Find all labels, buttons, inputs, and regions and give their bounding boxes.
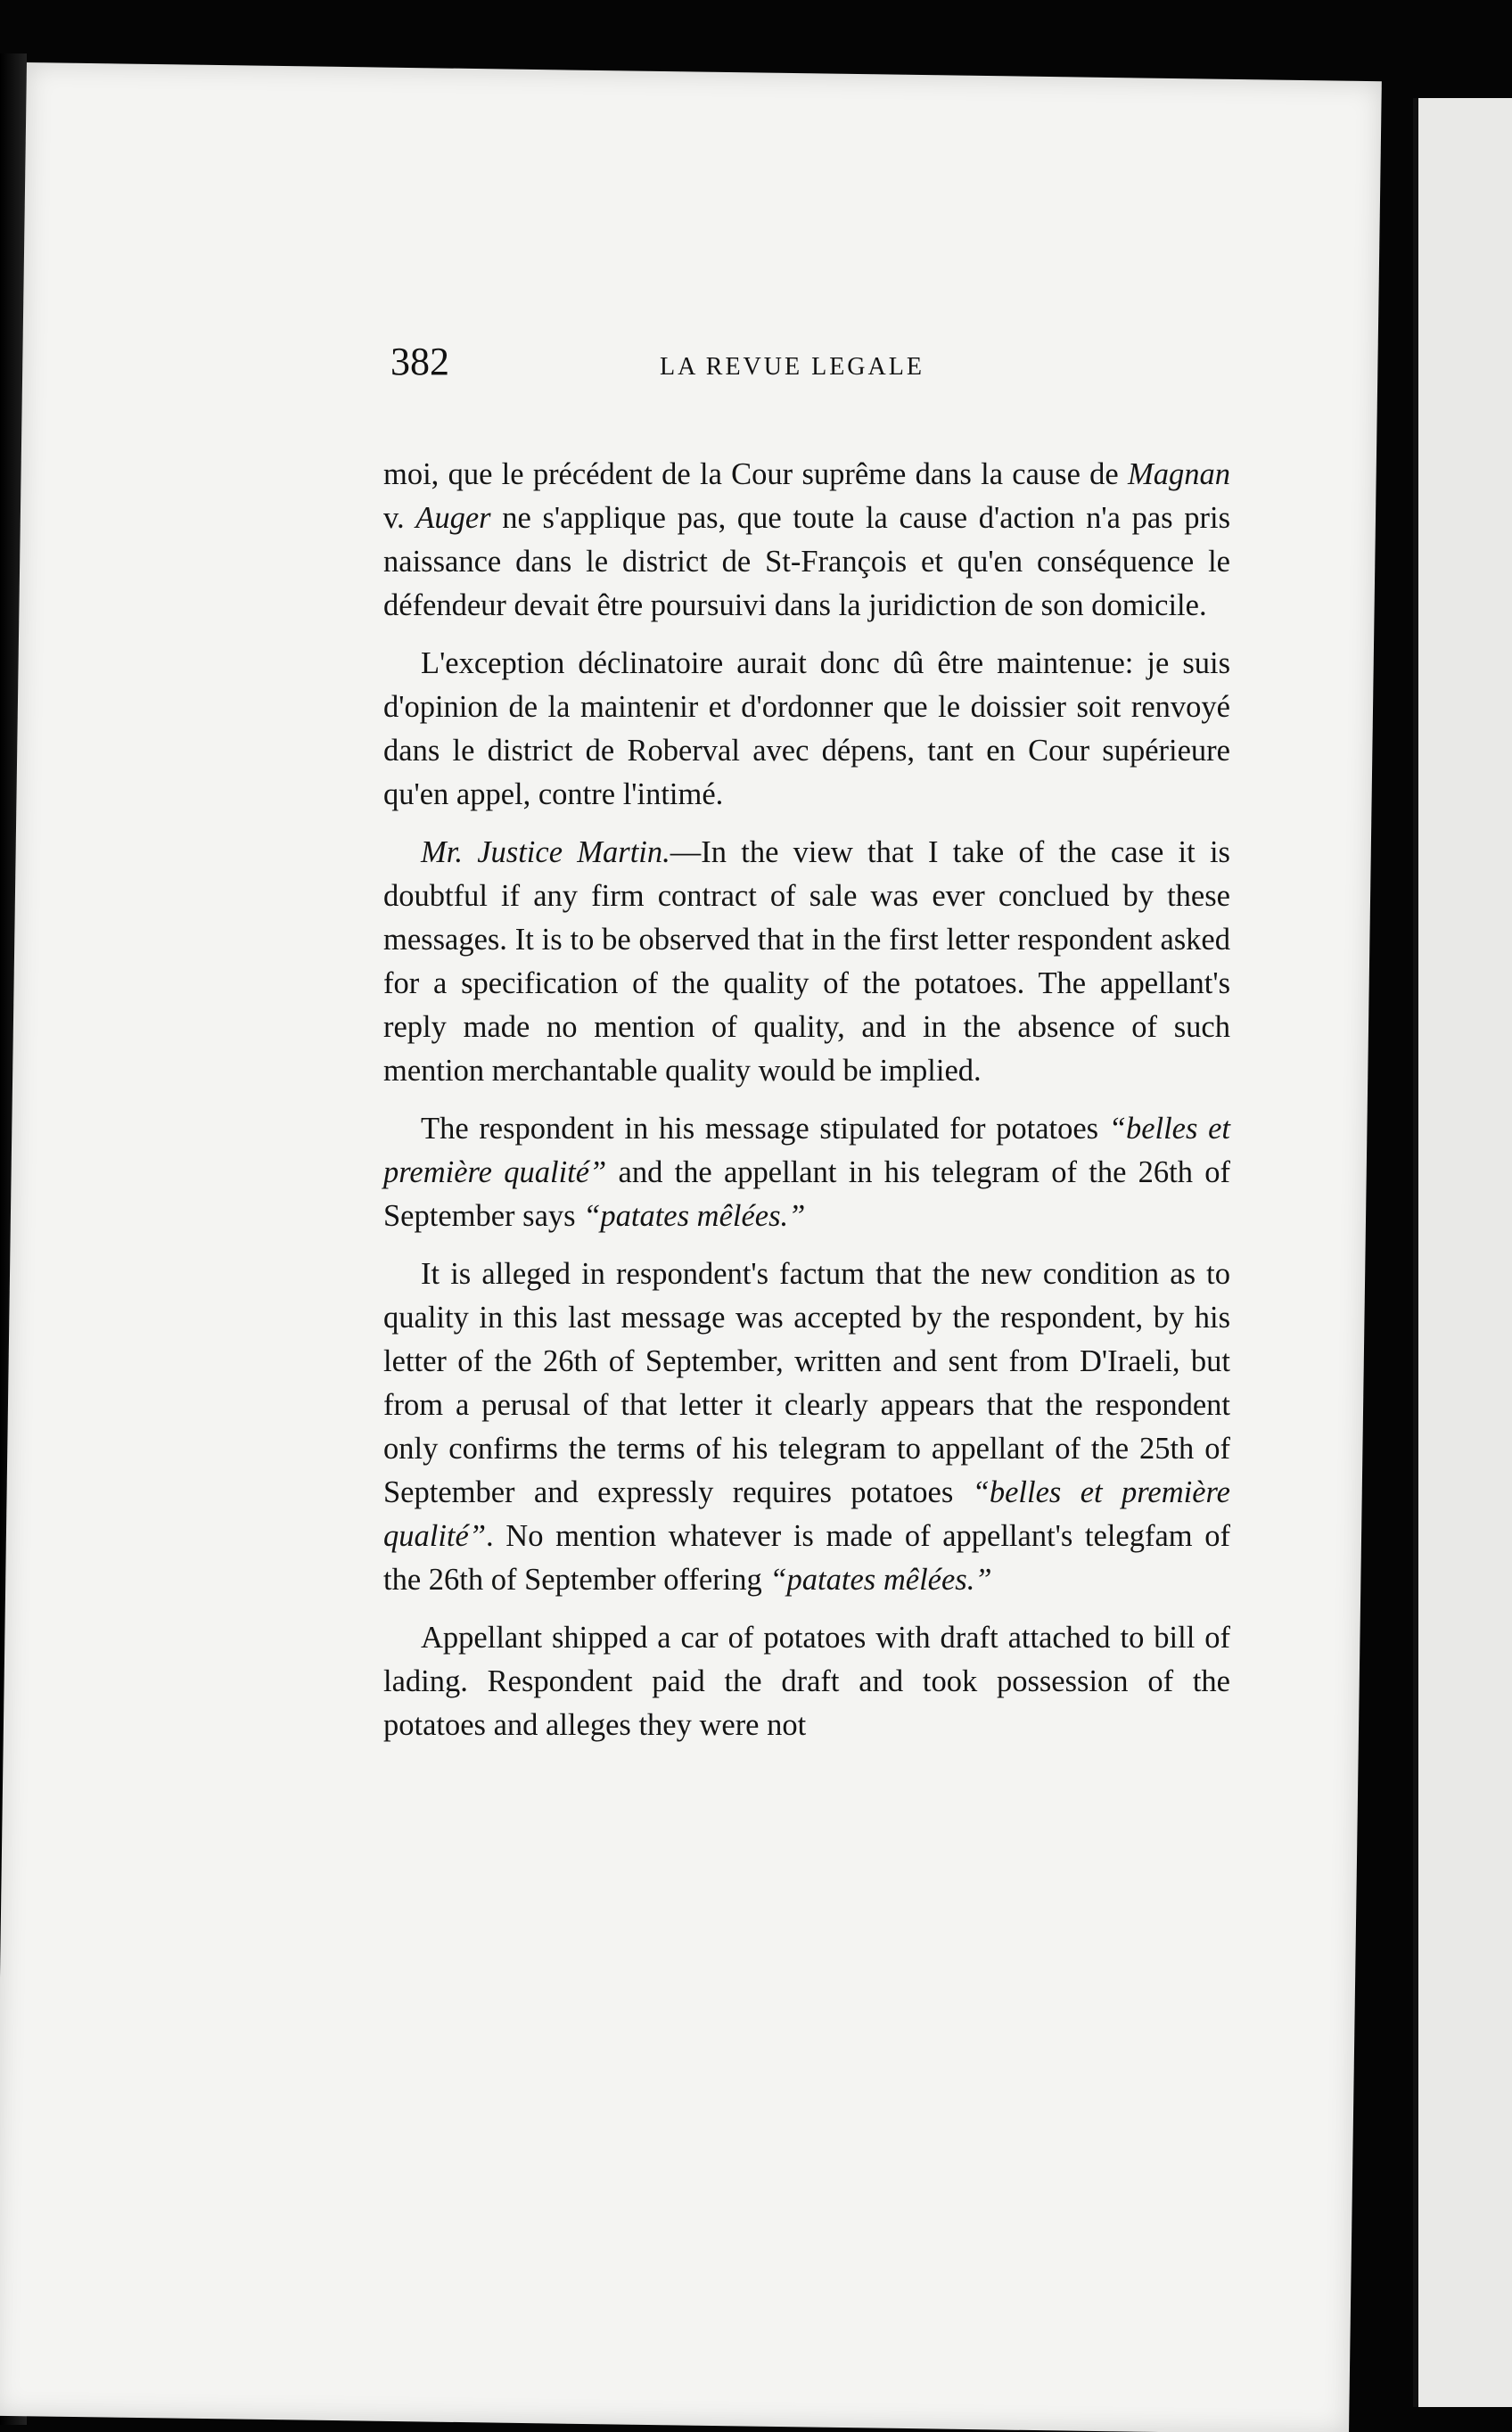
body-text (383, 453, 1230, 1762)
paragraph-4: The respondent in his message stipulated for potatoes “belles et première qualité” and the appellant in his telegram of the 26th of September says “patates mêlées.” (383, 1112, 1231, 1233)
paragraph-3: Mr. Justice Martin.—In the view that I take of the case it is doubtful if any firm contract of sale was ever conclued by these messages. It is to be observed that in the first letter respondent asked for a specification of the quality of the potatoes. The appellant's reply made no mention of quality, and in the absence of such mention merchantable quality would be implied. (383, 835, 1230, 1088)
next-page-edge (1413, 98, 1512, 2407)
paragraph-5: It is alleged in respondent's factum that the new condition as to quality in this last message was accepted by the respondent, by his letter of the 26th of September, written and sent from D'Iraeli, but from a perusal of that letter it clearly appears that the respondent only confirms the terms of his telegram to appellant of the 25th of September and expressly requires potatoes “belles et première qualité”. No mention whatever is made of appellant's telegfam of the 26th of September offering “patates mêlées.” (383, 1257, 1230, 1597)
page-number: 382 (390, 340, 449, 383)
paragraph-2: L'exception déclinatoire aurait donc dû être maintenue: je suis d'opinion de la maintenir et d'ordonner que le doissier soit renvoyé dans le district de Roberval avec dépens, tant en Cour supérieure qu'en appel, contre l'intimé. (383, 646, 1230, 811)
paragraph-1: moi, que le précédent de la Cour suprême dans la cause de Magnan v. Auger ne s'applique pas, que toute la cause d'action n'a pas pris naissance dans le district de St-François et qu'en conséquence le défendeur devait être poursuivi dans la juridiction de son domicile. (383, 457, 1231, 622)
running-title: LA REVUE LEGALE (660, 353, 924, 381)
paragraph-6: Appellant shipped a car of potatoes with draft attached to bill of lading. Respondent paid the draft and took possession of the potatoes and alleges they were not (383, 1621, 1230, 1742)
page-header (366, 339, 1257, 401)
